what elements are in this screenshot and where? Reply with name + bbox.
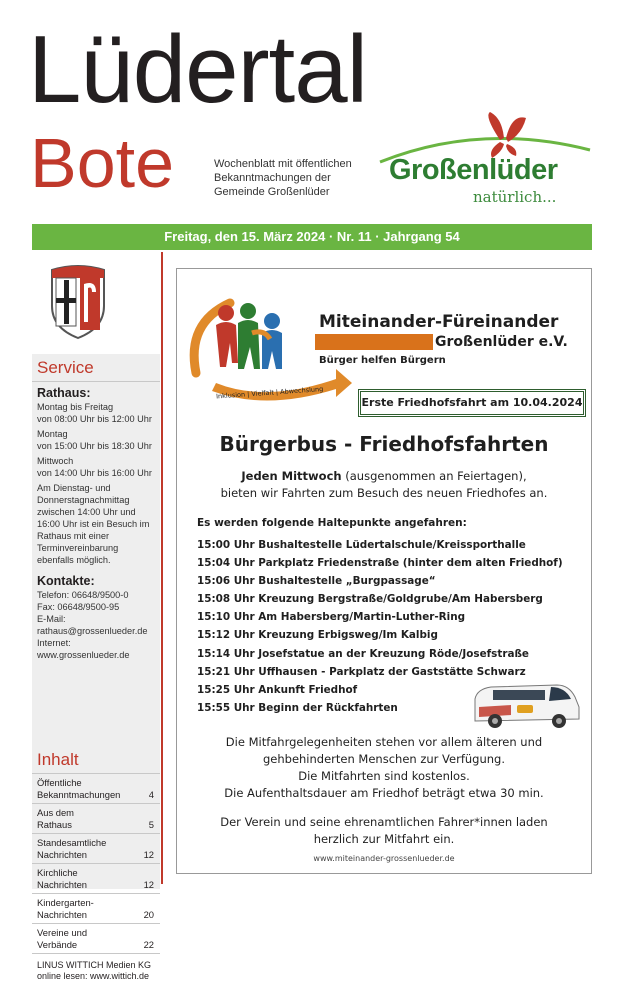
toc-page: 22 bbox=[143, 938, 154, 950]
service-title: Service bbox=[32, 354, 160, 382]
stop-item: 15:21 Uhr Uffhausen - Parkplatz der Gaststätte Schwarz bbox=[197, 665, 526, 678]
intro-line bbox=[177, 468, 591, 485]
closing-line: Die Mitfahrgelegenheiten stehen vor allem älteren und bbox=[225, 735, 543, 749]
toc-label: Aus dem Rathaus bbox=[37, 807, 74, 830]
org-name: Miteinander-Füreinander bbox=[319, 312, 559, 332]
toc-page: 5 bbox=[148, 818, 154, 830]
invitation-line: Der Verein und seine ehrenamtlichen Fahrer*innen laden bbox=[220, 815, 548, 829]
stop-item: 15:10 Uhr Am Habersberg/Martin-Luther-Ring bbox=[197, 611, 466, 624]
inhalt-title: Inhalt bbox=[32, 746, 160, 774]
toc-label: Vereine und Verbände bbox=[37, 927, 88, 950]
closing-line: Die Aufenthaltsdauer am Friedhof beträgt etwa 30 min. bbox=[224, 786, 544, 800]
publisher-note bbox=[32, 954, 160, 982]
org-city: Großenlüder e.V. bbox=[435, 334, 568, 350]
toc-label: Kindergarten-Nachrichten bbox=[37, 897, 94, 920]
contact-internet-label: Internet: bbox=[37, 638, 71, 648]
tagline-line: Gemeinde Großenlüder bbox=[214, 186, 330, 198]
stop-item: 15:00 Uhr Bushaltestelle Lüdertalschule/Kreissporthalle bbox=[197, 539, 526, 551]
notice-invitation bbox=[177, 814, 591, 848]
toc-item[interactable] bbox=[32, 924, 160, 954]
toc-label: Öffentliche Bekanntmachungen bbox=[37, 777, 121, 800]
stop-item: 15:25 Uhr Ankunft Friedhof bbox=[197, 683, 358, 696]
first-trip-box: Erste Friedhofsfahrt am 10.04.2024 bbox=[358, 389, 586, 417]
org-website-link[interactable]: www.miteinander-grossenlueder.de bbox=[313, 854, 455, 863]
newspaper-title: Lüdertal bbox=[28, 16, 367, 123]
toc-item[interactable] bbox=[32, 834, 160, 864]
toc-page: 12 bbox=[143, 848, 154, 860]
stop-item: 15:55 Uhr Beginn der Rückfahrten bbox=[197, 701, 398, 714]
contact-email-label: E-Mail: bbox=[37, 614, 66, 624]
rathaus-hours: Montag bis Freitag von 08:00 Uhr bis 12:00 Uhr bbox=[37, 402, 152, 424]
intro-rest: (ausgenommen an Feiertagen), bbox=[341, 469, 527, 483]
closing-line: gehbehinderten Menschen zur Verfügung. bbox=[262, 752, 505, 766]
toc-page: 20 bbox=[143, 908, 154, 920]
org-name-rule bbox=[315, 334, 433, 350]
notice-closing bbox=[177, 734, 591, 802]
kontakte-heading: Kontakte: bbox=[37, 574, 95, 588]
toc-label: Kirchliche Nachrichten bbox=[37, 867, 88, 890]
coat-of-arms-icon bbox=[46, 262, 110, 340]
town-logo-slogan: natürlich... bbox=[473, 188, 557, 206]
toc-item[interactable] bbox=[32, 864, 160, 894]
contact-phone: Telefon: 06648/9500-0 bbox=[37, 590, 129, 600]
toc-page: 4 bbox=[148, 788, 154, 800]
stop-item: 15:06 Uhr Bushaltestelle „Burgpassage“ bbox=[197, 575, 436, 588]
town-logo bbox=[380, 112, 600, 212]
toc-page: 12 bbox=[143, 878, 154, 890]
newspaper-tagline bbox=[214, 157, 352, 199]
closing-line: Die Mitfahrten sind kostenlos. bbox=[298, 769, 470, 783]
tagline-line: Bekanntmachungen der bbox=[214, 172, 331, 184]
toc-item[interactable] bbox=[32, 894, 160, 924]
rathaus-hours: Mittwoch von 14:00 Uhr bis 16:00 Uhr bbox=[37, 456, 152, 478]
logo-banner-text: Inklusion | Vielfalt | Abwechslung bbox=[215, 385, 324, 401]
tagline-line: Wochenblatt mit öffentlichen bbox=[214, 158, 352, 170]
intro-bold: Jeden Mittwoch bbox=[241, 469, 342, 483]
toc-label: Standesamtliche Nachrichten bbox=[37, 837, 107, 860]
notice-headline: Bürgerbus - Friedhofsfahrten bbox=[219, 432, 549, 456]
invitation-line: herzlich zur Mitfahrt ein. bbox=[313, 832, 455, 846]
publisher-online[interactable]: online lesen: www.wittich.de bbox=[37, 971, 150, 981]
toc-item[interactable] bbox=[32, 804, 160, 834]
service-box bbox=[32, 354, 160, 981]
rathaus-hours: Montag von 15:00 Uhr bis 18:30 Uhr bbox=[37, 429, 152, 451]
stop-item: 15:14 Uhr Josefstatue an der Kreuzung Röde/Josefstraße bbox=[197, 647, 529, 660]
stop-item: 15:04 Uhr Parkplatz Friedenstraße (hinter dem alten Friedhof) bbox=[197, 557, 563, 570]
masthead bbox=[0, 0, 625, 222]
rathaus-appointment-note: Am Dienstag- und Donnerstagnachmittag zwischen 14:00 Uhr und 16:00 Uhr ist ein Besuch im Rathaus mit einer Terminvereinbarung ebenfalls möglich. bbox=[37, 483, 150, 565]
stop-item: 15:12 Uhr Kreuzung Erbigsweg/Im Kalbig bbox=[197, 629, 438, 642]
publisher-name: LINUS WITTICH Medien KG bbox=[37, 960, 152, 970]
contact-website[interactable]: www.grossenlueder.de bbox=[37, 650, 130, 660]
sidebar bbox=[32, 252, 162, 981]
org-slogan: Bürger helfen Bürgern bbox=[319, 355, 446, 366]
town-logo-name: Großenlüder bbox=[389, 154, 558, 186]
contact-fax: Fax: 06648/9500-95 bbox=[37, 602, 120, 612]
stops-heading: Es werden folgende Haltepunkte angefahren: bbox=[197, 517, 467, 529]
newspaper-subtitle: Bote bbox=[30, 124, 174, 202]
stop-item: 15:08 Uhr Kreuzung Bergstraße/Goldgrube/Am Habersberg bbox=[197, 593, 543, 606]
issue-date-bar: Freitag, den 15. März 2024 · Nr. 11 · Jahrgang 54 bbox=[32, 224, 592, 250]
intro-line: bieten wir Fahrten zum Besuch des neuen Friedhofes an. bbox=[220, 486, 548, 500]
bus-notice bbox=[176, 268, 592, 874]
minibus-icon bbox=[471, 677, 583, 733]
contact-email[interactable]: rathaus@grossenlueder.de bbox=[37, 626, 148, 636]
toc-item[interactable] bbox=[32, 774, 160, 804]
notice-intro bbox=[177, 468, 591, 502]
table-of-contents bbox=[32, 746, 160, 982]
rathaus-heading: Rathaus: bbox=[37, 386, 91, 400]
